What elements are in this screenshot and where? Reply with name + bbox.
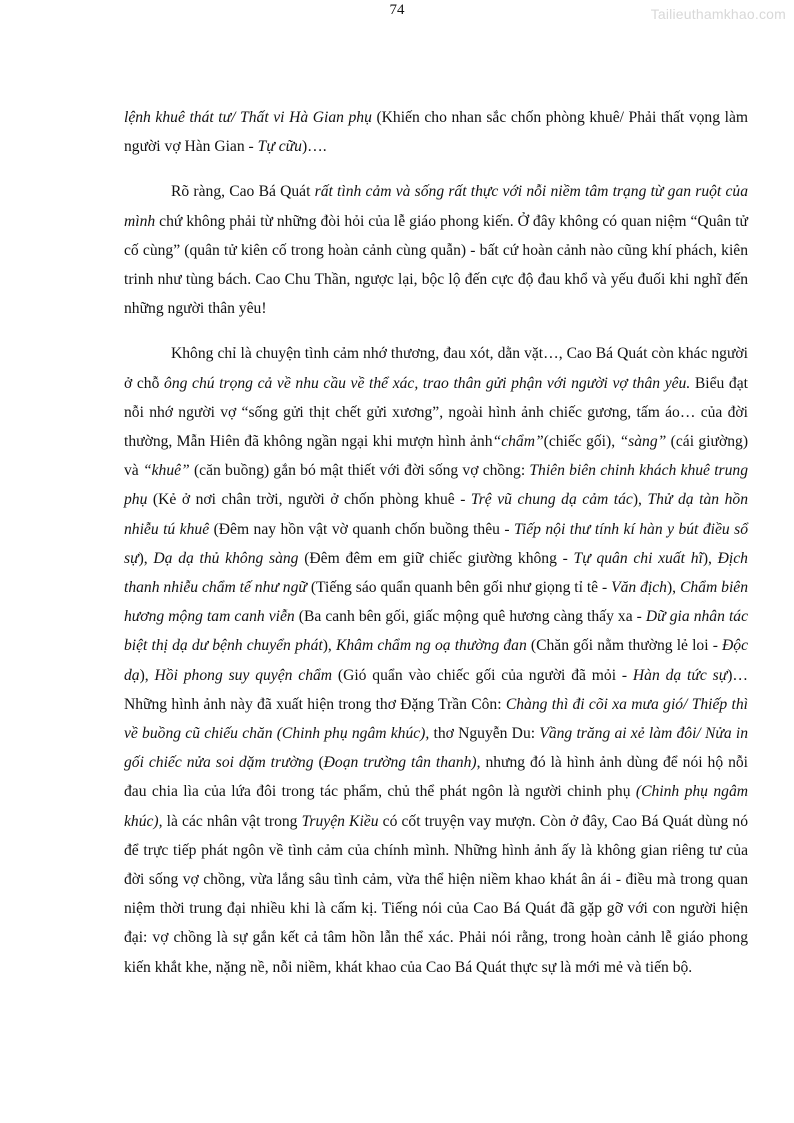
italic-run: Đoạn trường tân thanh) [323,754,477,772]
text-run: Không chỉ là chuyện tình cảm nhớ thương, đau xót, dằn vặt…, Cao Bá Quát còn khác người ở chỗ [124,345,748,392]
italic-run: Tiếp nội thư tính kí hàn y bút điều sổ sự [124,520,748,567]
text-run: (căn buồng) gắn bó mật thiết với đời sống vợ chồng: [189,462,530,480]
text-run: ), [632,491,648,509]
italic-run: Vầng trăng ai xẻ làm đôi/ Nửa in gối chiếc nửa soi dặm trường [124,725,749,772]
text-run: (Khiến cho nhan sắc chốn phòng khuê/ Phải thất vọng làm người vợ Hàn Gian - [124,109,748,156]
text-run: (chiếc gối), [543,433,620,451]
text-run: (Kẻ ở nơi chân trời, người ở chốn phòng khuê - [147,491,471,509]
text-run: Biểu đạt nỗi nhớ người vợ “sống gửi thịt chết gửi xương”, ngoài hình ảnh chiếc gương, tấm áo… của đời thường, Mẫn Hiên đã không ngần ngại khi mượn hình ảnh [124,374,748,451]
italic-run: ông chú trọng cả về nhu cầu về thể xác, trao thân gửi phận với người vợ thân yêu. [164,374,691,392]
italic-run: “chẩm” [492,433,544,451]
text-run: (Chăn gối nằm thường lẻ loi - [526,637,723,655]
italic-run: Độc dạ [124,637,748,684]
text-run: )…. [301,138,327,156]
italic-run: Thiên biên chinh khách khuê trung phụ [124,462,748,509]
text-run: (cái giường) và [124,433,749,480]
italic-run: Chàng thì đi cõi xa mưa gió/ Thiếp thì về buồng cũ chiếu chăn (Chinh phụ ngâm khúc), [124,695,748,743]
italic-run: Văn địch [611,579,667,597]
text-run: (Gió quẩn vào chiếc gối của người đã mỏi - [332,666,633,684]
text-run: , nhưng đó là hình ảnh dùng để nói hộ nỗi đau chia lìa của lứa đôi trong tác phẩm, chủ thể phát ngôn là người chinh phụ [124,754,749,801]
text-run: ( [313,754,324,772]
text-run: (Đêm đêm em giữ chiếc giường không - [298,549,574,567]
text-run: (Ba canh bên gối, giấc mộng quê hương càng thấy xa - [294,608,646,626]
italic-run: Tự quân chi xuất hĩ [573,549,703,567]
italic-run: Dạ dạ thủ không sàng [153,549,299,567]
text-run: chứ không phải từ những đòi hỏi của lễ giáo phong kiến. Ở đây không có quan niệm “Quân tử cố cùng” (quân tử kiên cố trong hoàn cảnh cùng quẫn) - bất cứ hoàn cảnh nào cũng khí phách, kiên trinh như tùng bách. Cao Chu Thần, ngược lại, bộc lộ đến cực độ đau khổ và yếu đuối khi nghĩ đến những người thân yêu! [124,212,748,318]
text-run: ), [666,579,680,597]
italic-run: Hàn dạ tức sự [632,666,728,684]
watermark: Tailieuthamkhao.com [650,6,786,22]
text-run: (Đêm nay hồn vật vờ quanh chốn buồng thêu - [209,520,515,538]
text-run: Rõ ràng, Cao Bá Quát [171,183,315,201]
italic-run: Hồi phong suy quyện chẩm [154,666,333,684]
italic-run: Chẩm biên hương mộng tam canh viễn [124,579,748,626]
paragraph [124,177,748,323]
text-run: (Tiếng sáo quẩn quanh bên gối như giọng tỉ tê - [306,579,612,597]
text-run: ), [702,549,718,567]
paragraph [124,103,748,161]
text-run: ), [322,637,336,655]
document-body [124,103,748,998]
italic-run: rất tình cảm và sống rất thực với nỗi niềm tâm trạng từ gan ruột của mình [124,183,748,230]
italic-run: Trệ vũ chung dạ cảm tác [470,491,633,509]
paragraph [124,339,748,981]
text-run: có cốt truyện vay mượn. Còn ở đây, Cao Bá Quát dùng nó để trực tiếp phát ngôn về tình cảm của chính mình. Những hình ảnh ấy là không gian riêng tư của đời sống vợ chồng, vừa lắng sâu tình cảm, vừa thể hiện niềm khao khát ân ái - điều mà trong quan niệm thời trung đại nhiều khi là cấm kị. Tiếng nói của Cao Bá Quát đã gặp gỡ với con người hiện đại: vợ chồng là sự gắn kết cả tâm hồn lẫn thể xác. Phải nói rằng, trong hoàn cảnh lễ giáo phong kiến khắt khe, nặng nề, nỗi niềm, khát khao của Cao Bá Quát thực sự là mới mẻ và tiến bộ. [124,812,749,976]
italic-run: Khâm chẩm ng oạ thường đan [335,637,527,655]
text-run: ), [138,549,154,567]
page-number: 74 [389,2,405,18]
text-run: ), [139,666,155,684]
text-run: thơ Nguyễn Du: [429,725,540,743]
italic-run: Truyện Kiều [301,812,379,830]
italic-run: Thử dạ tàn hồn nhiễu tú khuê [124,491,748,538]
italic-run: lệnh khuê thát tư/ Thất vi Hà Gian phụ [124,109,372,126]
italic-run: Tự cữu [257,138,302,156]
italic-run: (Chinh phụ ngâm khúc), [124,783,749,830]
text-run: là các nhân vật trong [162,812,302,830]
italic-run: Dữ gia nhân tác biệt thị dạ dư bệnh chuyển phát [124,608,748,655]
italic-run: “sàng” [619,433,667,451]
text-run: )… Những hình ảnh này đã xuất hiện trong thơ Đặng Trần Côn: [124,666,748,713]
italic-run: “khuê” [142,462,190,480]
italic-run: Địch thanh nhiễu chẩm tế như ngữ [124,549,748,597]
